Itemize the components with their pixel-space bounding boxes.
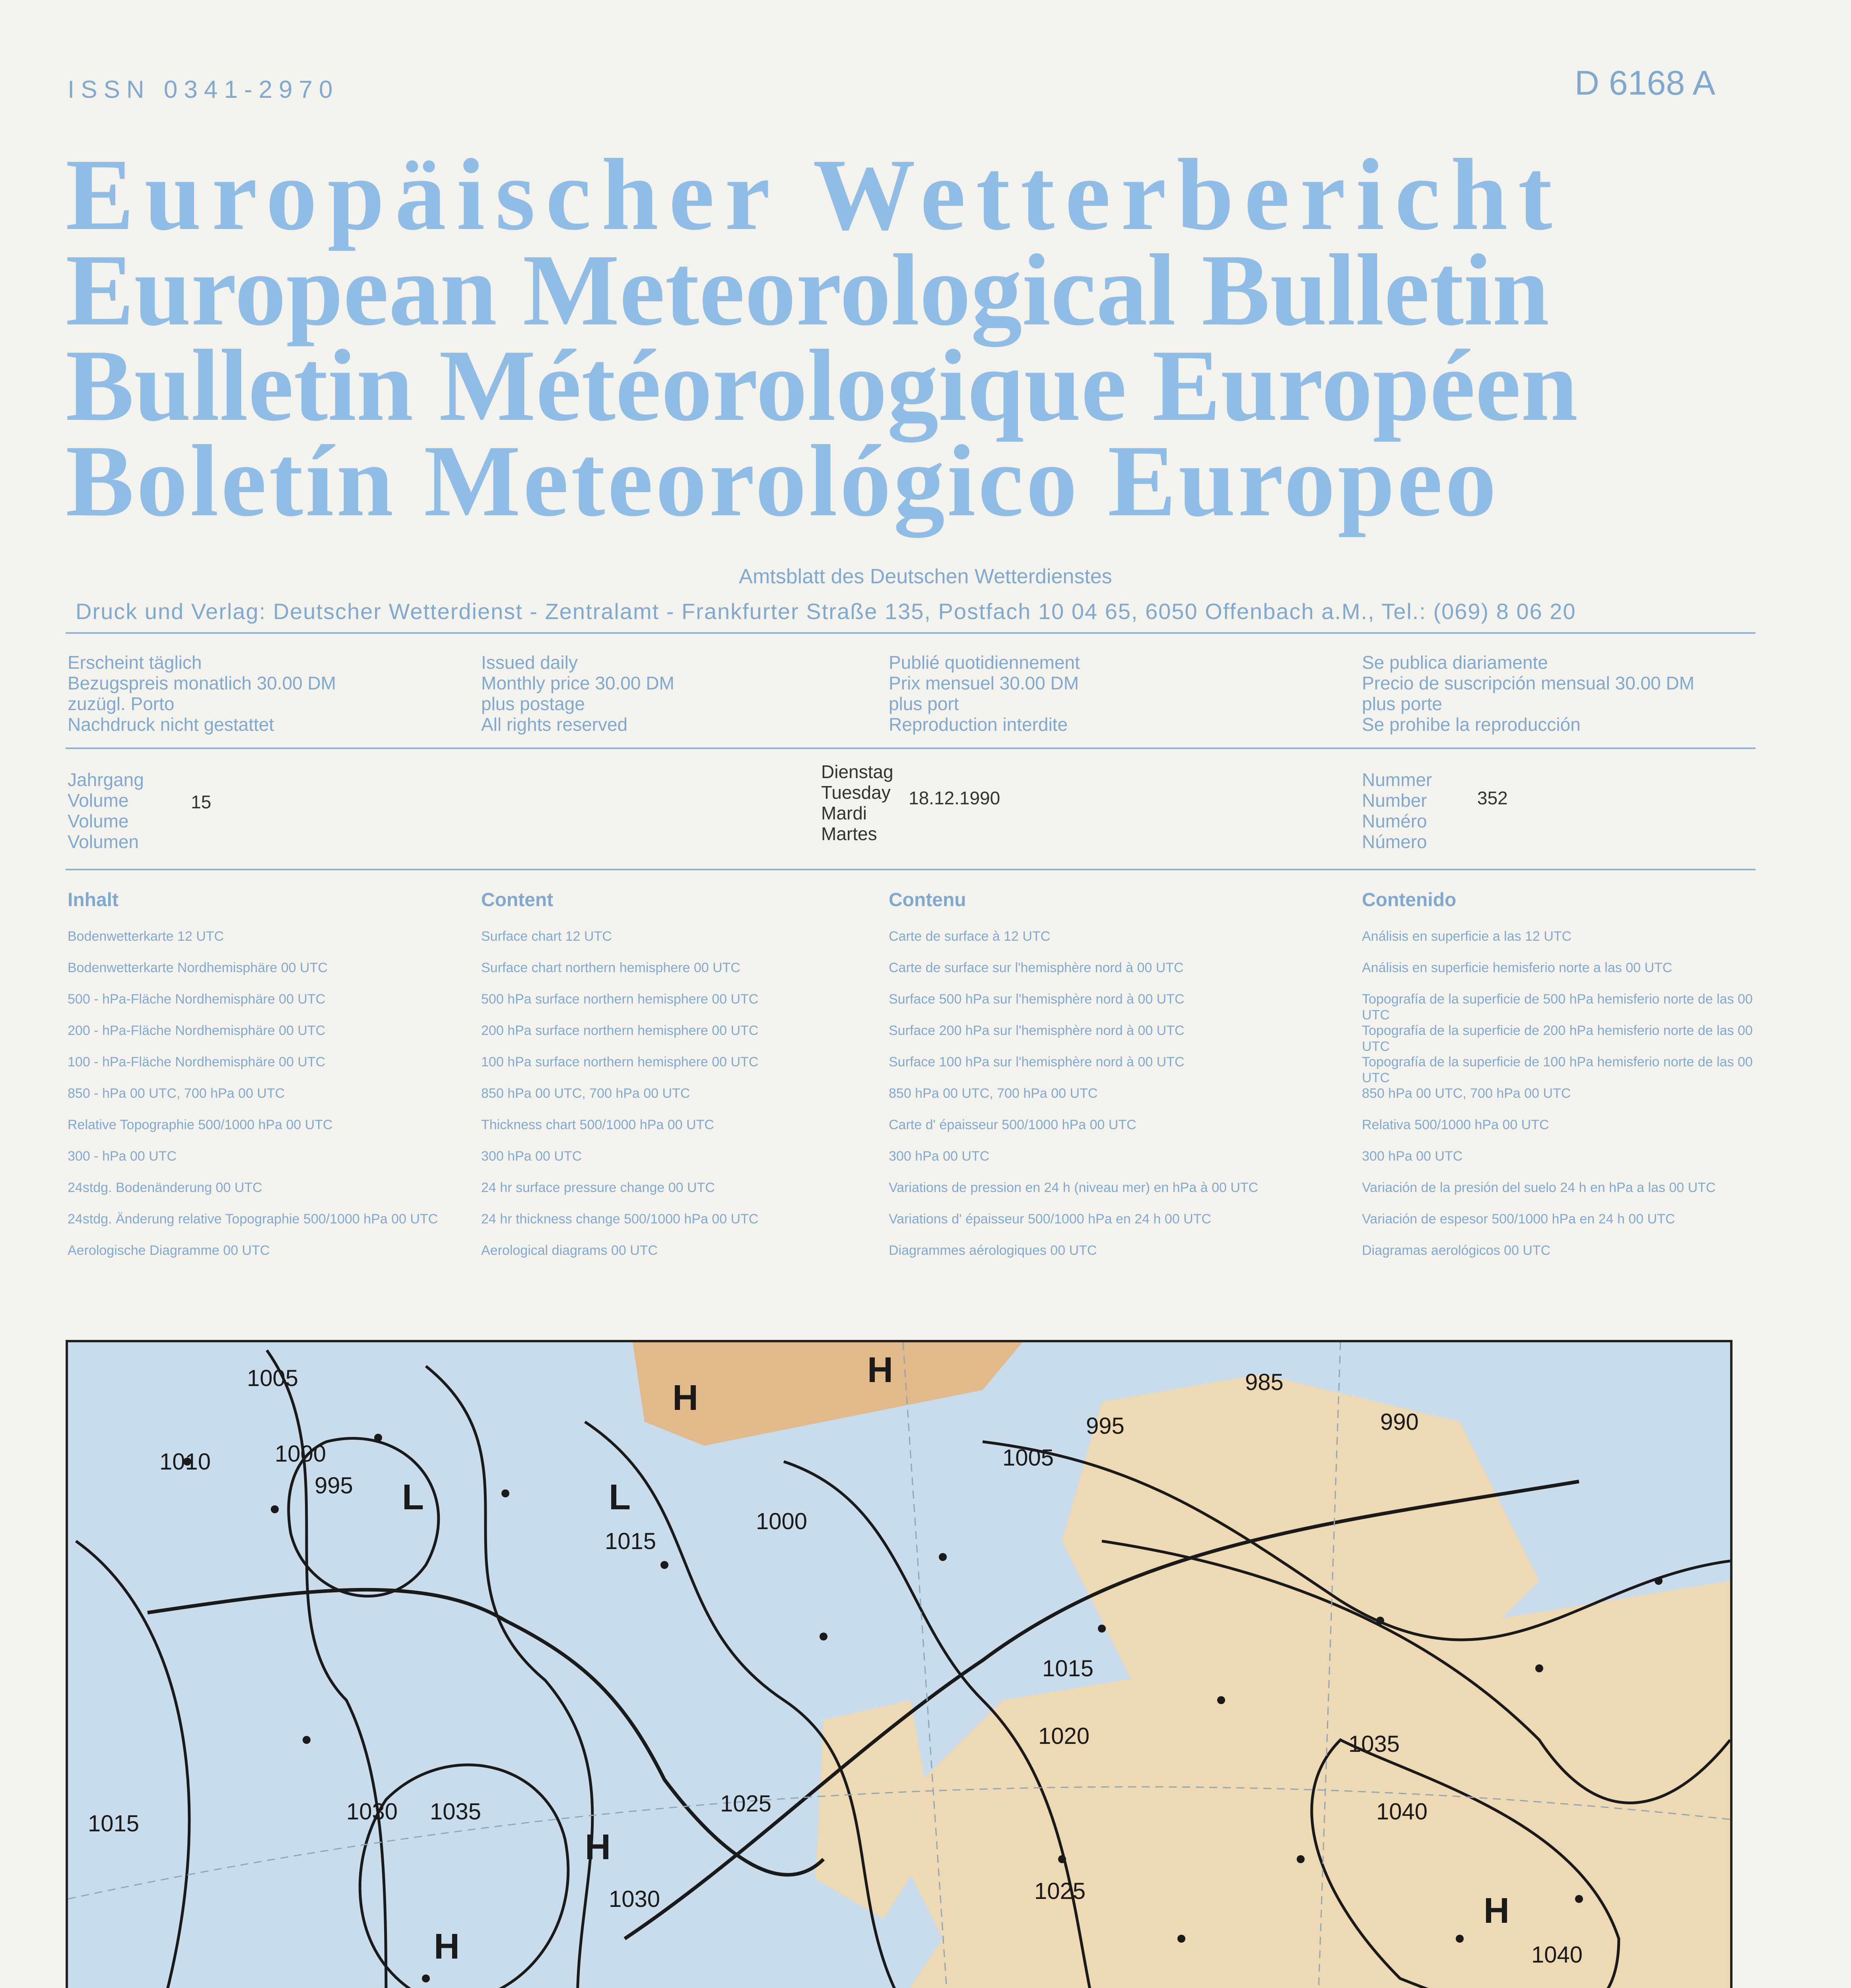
isobar-value: 1000 xyxy=(275,1441,326,1467)
title-spanish: Boletín Meteorológico Europeo xyxy=(66,424,1499,538)
surface-chart-map xyxy=(66,1340,1733,1988)
contents-item: 300 hPa 00 UTC xyxy=(889,1149,990,1164)
contents-item: Relativa 500/1000 hPa 00 UTC xyxy=(1362,1117,1549,1132)
contents-french xyxy=(889,928,1346,1274)
map-graphic xyxy=(68,1342,1730,1988)
isobar xyxy=(360,1765,568,1988)
pressure-center-label: L xyxy=(609,1477,631,1517)
divider xyxy=(66,632,1756,634)
station xyxy=(501,1489,509,1497)
info-spanish: Se publica diariamente Precio de suscripción mensual 30.00 DM plus porte Se prohibe la reproducción xyxy=(1362,652,1695,735)
document-code: D 6168 A xyxy=(1575,64,1715,102)
isobar xyxy=(426,1366,744,1988)
contents-item: 100 - hPa-Fläche Nordhemisphäre 00 UTC xyxy=(68,1054,326,1070)
official-gazette-line: Amtsblatt des Deutschen Wetterdienstes xyxy=(739,565,1112,588)
pressure-center-label: H xyxy=(867,1350,893,1390)
isobar-value: 1035 xyxy=(430,1799,482,1825)
info-french: Publié quotidiennement Prix mensuel 30.00 DM plus port Reproduction interdite xyxy=(889,652,1080,735)
isobar-value: 1005 xyxy=(247,1365,299,1391)
isobar-value: 985 xyxy=(1245,1369,1284,1395)
divider xyxy=(66,747,1756,749)
station xyxy=(271,1505,279,1513)
contents-item: 100 hPa surface northern hemisphere 00 UTC xyxy=(481,1054,759,1070)
contents-item: Carte de surface à 12 UTC xyxy=(889,929,1051,944)
contents-item: 200 hPa surface northern hemisphere 00 UTC xyxy=(481,1023,759,1038)
contents-item: Topografía de la superficie de 100 hPa hemisferio norte de las 00 UTC xyxy=(1362,1054,1753,1085)
isobar-value: 1025 xyxy=(720,1791,772,1817)
station xyxy=(1058,1855,1066,1863)
station xyxy=(1217,1696,1225,1704)
station xyxy=(374,1434,382,1442)
contents-item: 850 hPa 00 UTC, 700 hPa 00 UTC xyxy=(889,1086,1098,1101)
station xyxy=(1456,1935,1464,1943)
station xyxy=(1535,1664,1543,1672)
publisher-line: Druck und Verlag: Deutscher Wetterdienst - Zentralamt - Frankfurter Straße 135, Postfach 10 04 65, 6050 Offenbach a.M., Tel.: (069) 8 06 20 xyxy=(76,599,1576,624)
contents-item: Thickness chart 500/1000 hPa 00 UTC xyxy=(481,1117,714,1132)
isobar-value: 1000 xyxy=(756,1508,808,1534)
station xyxy=(1297,1855,1305,1863)
contents-item: Diagrammes aérologiques 00 UTC xyxy=(889,1243,1097,1258)
contents-head-french: Contenu xyxy=(889,889,966,911)
contents-item: 850 - hPa 00 UTC, 700 hPa 00 UTC xyxy=(68,1086,285,1101)
contents-item: 850 hPa 00 UTC, 700 hPa 00 UTC xyxy=(481,1086,690,1101)
contents-item: Surface chart 12 UTC xyxy=(481,929,612,944)
isobar-value: 1020 xyxy=(1038,1723,1090,1749)
issn: ISSN 0341-2970 xyxy=(68,76,339,103)
isobar-value: 1040 xyxy=(1531,1942,1583,1968)
contents-item: 24 hr surface pressure change 00 UTC xyxy=(481,1180,715,1195)
cold-front xyxy=(148,1590,824,1875)
contents-item: 500 hPa surface northern hemisphere 00 UTC xyxy=(481,992,759,1007)
station xyxy=(1177,1935,1185,1943)
contents-item: 24stdg. Bodenänderung 00 UTC xyxy=(68,1180,262,1195)
title-german: Europäischer Wetterbericht xyxy=(66,138,1563,251)
station xyxy=(1575,1895,1583,1903)
contents-item: Variación de la presión del suelo 24 h en hPa a las 00 UTC xyxy=(1362,1180,1716,1195)
contents-item: Surface 200 hPa sur l'hemisphère nord à 00 UTC xyxy=(889,1023,1185,1038)
number-labels: Nummer Number Numéro Número xyxy=(1362,769,1432,852)
isobar-value: 1005 xyxy=(1002,1445,1054,1471)
weekday-labels: Dienstag Tuesday Mardi Martes xyxy=(821,761,893,844)
contents-head-german: Inhalt xyxy=(68,889,118,911)
volume-labels: Jahrgang Volume Volume Volumen xyxy=(68,769,144,852)
contents-item: Variations de pression en 24 h (niveau mer) en hPa à 00 UTC xyxy=(889,1180,1259,1195)
isobar-value: 1040 xyxy=(1376,1799,1428,1825)
pressure-center-label: L xyxy=(402,1477,424,1517)
contents-item: Variations d' épaisseur 500/1000 hPa en 24 h 00 UTC xyxy=(889,1211,1212,1227)
issue-date: 18.12.1990 xyxy=(909,788,1000,808)
pressure-center-label: H xyxy=(1484,1891,1509,1931)
contents-item: Topografía de la superficie de 200 hPa hemisferio norte de las 00 UTC xyxy=(1362,1023,1753,1054)
isobar-value: 1015 xyxy=(605,1528,656,1554)
contents-item: 200 - hPa-Fläche Nordhemisphäre 00 UTC xyxy=(68,1023,326,1038)
contents-item: Aerologische Diagramme 00 UTC xyxy=(68,1243,270,1258)
contents-item: 300 hPa 00 UTC xyxy=(1362,1149,1463,1164)
station xyxy=(422,1974,430,1982)
contents-item: Análisis en superficie a las 12 UTC xyxy=(1362,929,1572,944)
issue-number: 352 xyxy=(1477,788,1508,808)
contents-item: Análisis en superficie hemisferio norte a las 00 UTC xyxy=(1362,960,1672,975)
isobar-value: 1025 xyxy=(1034,1878,1086,1904)
contents-spanish xyxy=(1362,928,1756,1274)
info-english: Issued daily Monthly price 30.00 DM plus postage All rights reserved xyxy=(481,652,674,735)
isobar-value: 1030 xyxy=(346,1799,398,1825)
contents-head-english: Content xyxy=(481,889,554,911)
contents-item: Surface 100 hPa sur l'hemisphère nord à 00 UTC xyxy=(889,1054,1185,1070)
contents-item: Relative Topographie 500/1000 hPa 00 UTC xyxy=(68,1117,333,1132)
info-german: Erscheint täglich Bezugspreis monatlich 30.00 DM zuzügl. Porto Nachdruck nicht gestattet xyxy=(68,652,336,735)
contents-german xyxy=(68,928,465,1274)
station xyxy=(1098,1625,1106,1633)
isobar-value: 1010 xyxy=(159,1449,211,1475)
volume-value: 15 xyxy=(191,792,212,812)
station xyxy=(939,1553,947,1561)
station xyxy=(1376,1617,1384,1625)
station xyxy=(660,1561,668,1569)
isobar-value: 1015 xyxy=(1042,1656,1094,1681)
station xyxy=(303,1736,311,1744)
contents-item: Surface chart northern hemisphere 00 UTC xyxy=(481,960,740,975)
contents-item: Variación de espesor 500/1000 hPa en 24 h 00 UTC xyxy=(1362,1211,1675,1227)
isobar-value: 995 xyxy=(1086,1413,1125,1439)
station xyxy=(820,1633,827,1640)
contents-item: 300 hPa 00 UTC xyxy=(481,1149,582,1164)
contents-item: Diagramas aerológicos 00 UTC xyxy=(1362,1243,1551,1258)
contents-item: Topografía de la superficie de 500 hPa hemisferio norte de las 00 UTC xyxy=(1362,992,1753,1023)
pressure-center-label: H xyxy=(672,1378,698,1418)
contents-item: 500 - hPa-Fläche Nordhemisphäre 00 UTC xyxy=(68,992,326,1007)
contents-english xyxy=(481,928,879,1274)
contents-item: Carte de surface sur l'hemisphère nord à 00 UTC xyxy=(889,960,1184,975)
contents-item: Carte d' épaisseur 500/1000 hPa 00 UTC xyxy=(889,1117,1136,1132)
pressure-center-label: H xyxy=(434,1927,460,1967)
contents-item: 850 hPa 00 UTC, 700 hPa 00 UTC xyxy=(1362,1086,1571,1101)
isobar-value: 1015 xyxy=(88,1811,140,1837)
title-english: European Meteorological Bulletin xyxy=(66,233,1550,347)
title-french: Bulletin Météorologique Européen xyxy=(66,328,1578,442)
contents-head-spanish: Contenido xyxy=(1362,889,1457,911)
isobar-value: 1030 xyxy=(609,1886,660,1912)
isobar-value: 990 xyxy=(1380,1409,1419,1435)
divider xyxy=(66,869,1756,870)
isobar-value: 1035 xyxy=(1348,1731,1400,1757)
contents-item: Bodenwetterkarte 12 UTC xyxy=(68,929,224,944)
isobar-value: 995 xyxy=(315,1473,353,1499)
contents-item: 24stdg. Änderung relative Topographie 500/1000 hPa 00 UTC xyxy=(68,1211,438,1227)
contents-item: 24 hr thickness change 500/1000 hPa 00 UTC xyxy=(481,1211,759,1227)
contents-item: Aerological diagrams 00 UTC xyxy=(481,1243,658,1258)
station xyxy=(1655,1577,1663,1585)
pressure-center-label: H xyxy=(585,1827,611,1867)
contents-item: Bodenwetterkarte Nordhemisphäre 00 UTC xyxy=(68,960,328,975)
contents-item: Surface 500 hPa sur l'hemisphère nord à 00 UTC xyxy=(889,992,1185,1007)
contents-item: 300 - hPa 00 UTC xyxy=(68,1149,177,1164)
